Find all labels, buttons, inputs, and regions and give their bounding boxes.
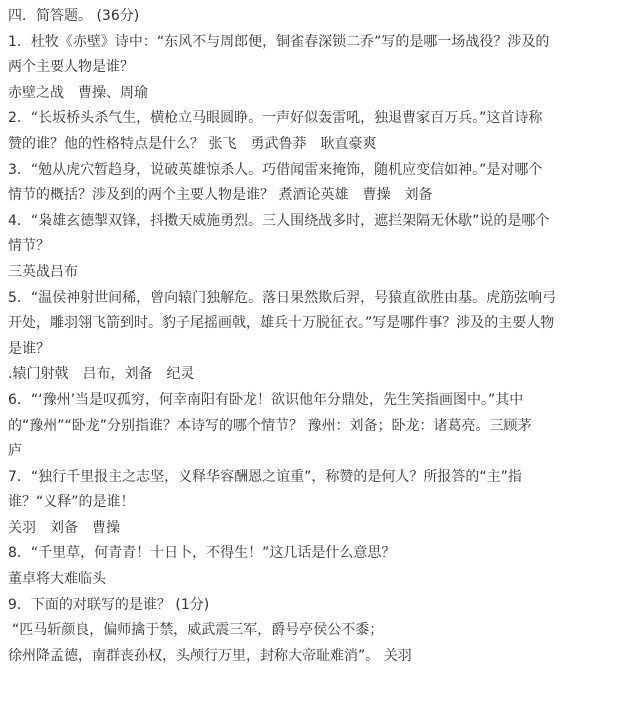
question-1-line-2: 两个主要人物是谁？ bbox=[8, 59, 134, 76]
question-3-line-2: 情节的概括？涉及到的两个主要人物是谁？ 煮酒论英雄 曹操 刘备 bbox=[8, 187, 433, 204]
question-2-line-1: 2．“长坂桥头杀气生，横枪立马眼圆睁。一声好似轰雷吼，独退曹家百万兵。”这首诗称 bbox=[8, 110, 543, 127]
question-1-line-1: 1．杜牧《赤壁》诗中：“东风不与周郎便，铜雀春深锁二乔”写的是哪一场战役？涉及的 bbox=[8, 33, 550, 50]
question-5-line-3: 是谁？ bbox=[8, 340, 50, 357]
question-2-line-2: 赞的谁？他的性格特点是什么？ 张飞 勇武鲁莽 耿直豪爽 bbox=[8, 135, 377, 152]
question-4-line-2: 情节？ bbox=[8, 238, 50, 255]
answer-8: 董卓将大难临头 bbox=[8, 571, 106, 588]
question-9: 9．下面的对联写的是谁？ (1分) bbox=[8, 596, 210, 613]
section-heading: 四．简答题。 (36分) bbox=[8, 8, 140, 24]
question-6-line-3: 庐 bbox=[8, 443, 22, 460]
question-4-line-1: 4．“枭雄玄德掣双锋，抖擞天威施勇烈。三人围绕战多时，遮拦架隔无休歇”说的是哪个 bbox=[8, 212, 550, 229]
answer-1: 赤壁之战 曹操、周瑜 bbox=[8, 84, 148, 101]
question-7-line-1: 7．“独行千里报主之志坚，义释华容酬恩之谊重”，称赞的是何人？所报答的“主”指 bbox=[8, 468, 522, 485]
question-8: 8．“千里草，何青青！十日卜，不得生！”这几话是什么意思？ bbox=[8, 545, 396, 562]
question-5-line-2: 开处，雕羽翎飞箭到时。豹子尾摇画戟，雄兵十万脱征衣。”写是哪件事？涉及的主要人物 bbox=[8, 315, 555, 332]
answer-4: 三英战吕布 bbox=[8, 263, 78, 280]
answer-5: .辕门射戟 吕布，刘备 纪灵 bbox=[8, 366, 195, 383]
couplet-line-1: “匹马斩颜良，偏师擒于禁，威武震三军，爵号亭侯公不黍； bbox=[12, 622, 384, 639]
question-3-line-1: 3．“勉从虎穴暂趋身，说破英雄惊杀人。巧借闻雷来掩饰，随机应变信如神。”是对哪个 bbox=[8, 161, 543, 178]
question-6-line-1: 6．“‘豫州’当是叹孤穷，何幸南阳有卧龙！欲识他年分鼎处，先生笑指画图中。”其中 bbox=[8, 391, 524, 408]
answer-7: 关羽 刘备 曹操 bbox=[8, 519, 120, 536]
question-5-line-1: 5．“温侯神射世间稀，曾向辕门独解危。落日果然欺后羿，号猿直欲胜由基。虎筋弦响弓 bbox=[8, 289, 557, 306]
question-7-line-2: 谁？“义释”的是谁！ bbox=[8, 494, 135, 511]
question-6-line-2: 的“豫州”“卧龙”分别指谁？本诗写的哪个情节？ 豫州：刘备；卧龙：诸葛亮。三顾茅 bbox=[8, 417, 532, 434]
couplet-line-2: 徐州降孟德，南群丧孙权，头颅行万里，封称大帝耻难消”。 关羽 bbox=[8, 647, 412, 664]
